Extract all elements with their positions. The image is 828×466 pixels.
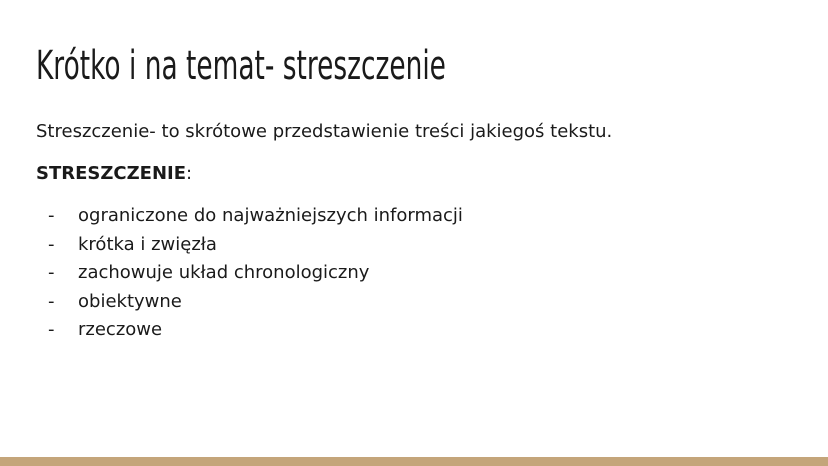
bottom-accent-bar	[0, 457, 828, 466]
bullet-dash: -	[48, 290, 55, 312]
list-item	[36, 202, 796, 231]
list-item-text: rzeczowe	[78, 319, 163, 340]
list-item	[36, 288, 796, 317]
bullet-dash: -	[48, 319, 55, 340]
feature-list	[36, 202, 796, 345]
bullet-dash: -	[48, 233, 55, 255]
list-item-text: obiektywne	[78, 290, 182, 312]
list-item-text: zachowuje układ chronologiczny	[78, 262, 370, 283]
bullet-dash: -	[48, 205, 55, 226]
slide-title: Krótko i na temat- streszczenie	[36, 43, 446, 89]
list-item	[36, 259, 796, 288]
list-item	[36, 231, 796, 260]
section-heading	[36, 160, 796, 188]
bullet-dash: -	[48, 262, 55, 283]
slide-body	[36, 118, 796, 345]
list-item-text: krótka i zwięzła	[78, 233, 217, 255]
definition-text: Streszczenie- to skrótowe przedstawienie treści jakiegoś tekstu.	[36, 121, 613, 142]
section-heading-colon: :	[186, 163, 193, 184]
list-item	[36, 316, 796, 345]
section-heading-label: STRESZCZENIE	[36, 163, 187, 184]
list-item-text: ograniczone do najważniejszych informacji	[78, 205, 463, 226]
